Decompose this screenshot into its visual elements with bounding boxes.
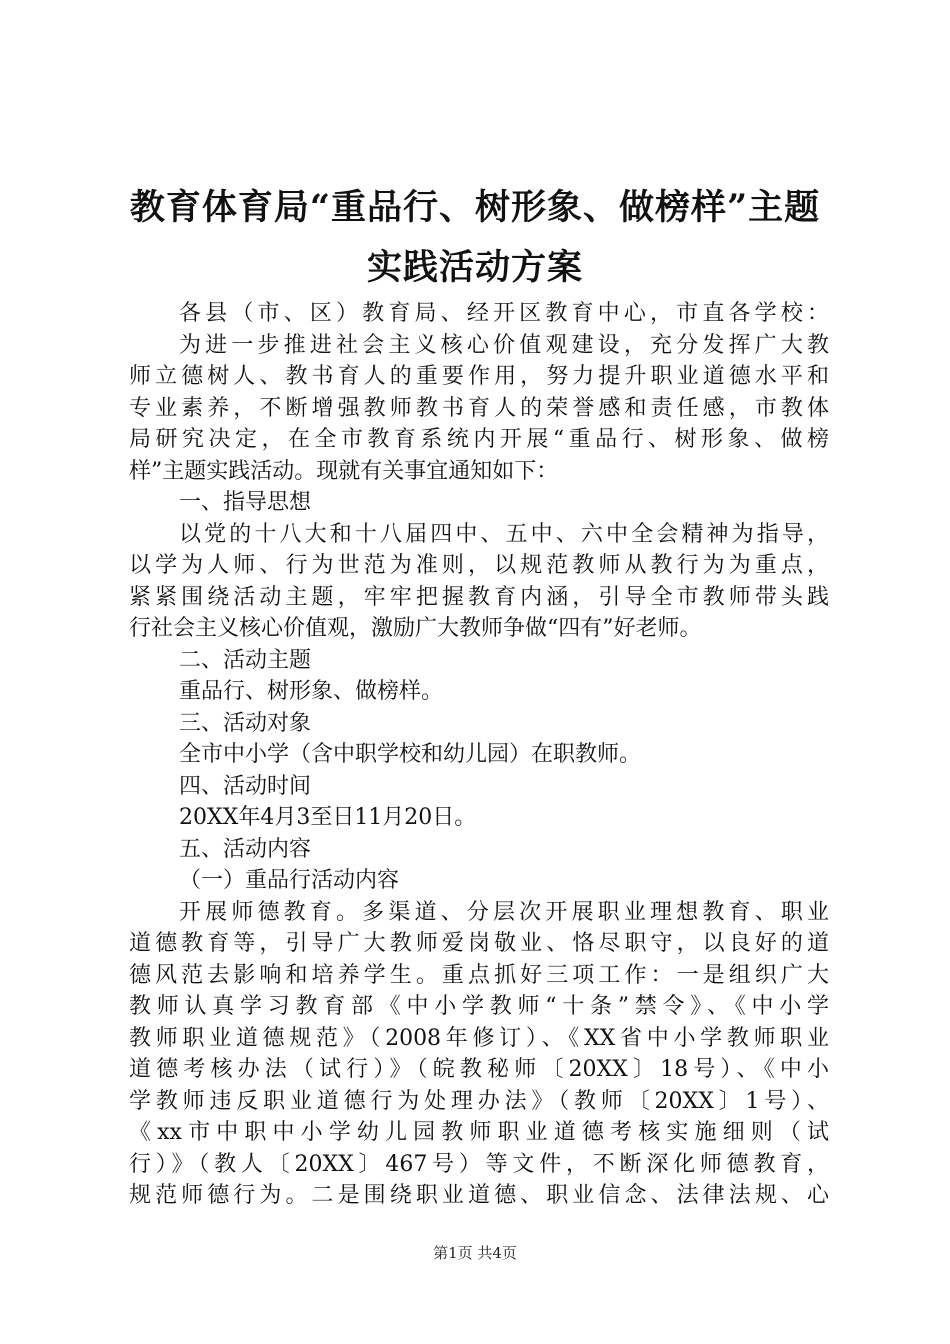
text-line: 师立德树人、教书育人的重要作用，努力提升职业道德水平和 [129, 364, 829, 389]
text-line: 为进一步推进社会主义核心价值观建设，充分发挥广大教 [179, 332, 829, 358]
text-line: 以党的十八大和十八届四中、五中、六中全会精神为指导， [179, 521, 829, 547]
text-line: 教师认真学习教育部《中小学教师“十条”禁令》、《中小学 [129, 994, 829, 1019]
text-line: 《xx市中职中小学幼儿园教师职业道德考核实施细则（试 [129, 1120, 829, 1145]
text-line: 二、活动主题 [179, 647, 312, 673]
text-line: 专业素养，不断增强教师教书育人的荣誉感和责任感，市教体 [129, 395, 829, 421]
document-title-line-1: 教育体育局“重品行、树形象、做榜样”主题 [129, 187, 821, 228]
text-line: 紧紧围绕活动主题，牢牢把握教育内涵，引导全市教师带头践 [129, 584, 829, 610]
text-line: 四、活动时间 [179, 773, 312, 799]
text-line: 道德考核办法（试行）》（皖教秘师〔20XX〕18号）、《中小 [129, 1057, 829, 1082]
text-line: 样”主题实践活动。现就有关事宜通知如下： [129, 458, 559, 484]
text-line: 一、指导思想 [179, 490, 312, 515]
text-line: 学教师违反职业道德行为处理办法》（教师〔20XX〕1号）、 [129, 1088, 829, 1114]
text-line: 行）》（教人〔20XX〕467号）等文件，不断深化师德教育， [129, 1151, 829, 1177]
text-line: 以学为人师、行为世范为准则，以规范教师从教行为为重点， [129, 553, 829, 578]
text-line: 开展师德教育。多渠道、分层次开展职业理想教育、职业 [179, 899, 829, 925]
text-line: 全市中小学（含中职学校和幼儿园）在职教师。 [179, 742, 642, 767]
text-line: 三、活动对象 [179, 710, 312, 736]
text-line: 德风范去影响和培养学生。重点抓好三项工作：一是组织广大 [129, 962, 829, 988]
text-line: 20XX年4月3至日11月20日。 [179, 805, 477, 830]
text-line: 规范师德行为。二是围绕职业道德、职业信念、法律法规、心 [129, 1183, 829, 1208]
text-line: 各县（市、区）教育局、经开区教育中心，市直各学校： [179, 301, 829, 326]
text-line: 道德教育等，引导广大教师爱岗敬业、恪尽职守，以良好的道 [129, 931, 829, 956]
document-title-line-2: 实践活动方案 [366, 247, 583, 288]
text-line: 重品行、树形象、做榜样。 [179, 679, 444, 704]
text-line: （一）重品行活动内容 [179, 868, 400, 893]
text-line: 局研究决定，在全市教育系统内开展“重品行、树形象、做榜 [129, 427, 829, 452]
text-line: 教师职业道德规范》（2008年修订）、《XX省中小学教师职业 [129, 1025, 829, 1051]
text-line: 行社会主义核心价值观，激励广大教师争做“四有”好老师。 [129, 616, 702, 641]
text-line: 五、活动内容 [179, 836, 312, 862]
page-footer: 第1页 共4页 [433, 1244, 517, 1262]
document-body [129, 298, 829, 1212]
